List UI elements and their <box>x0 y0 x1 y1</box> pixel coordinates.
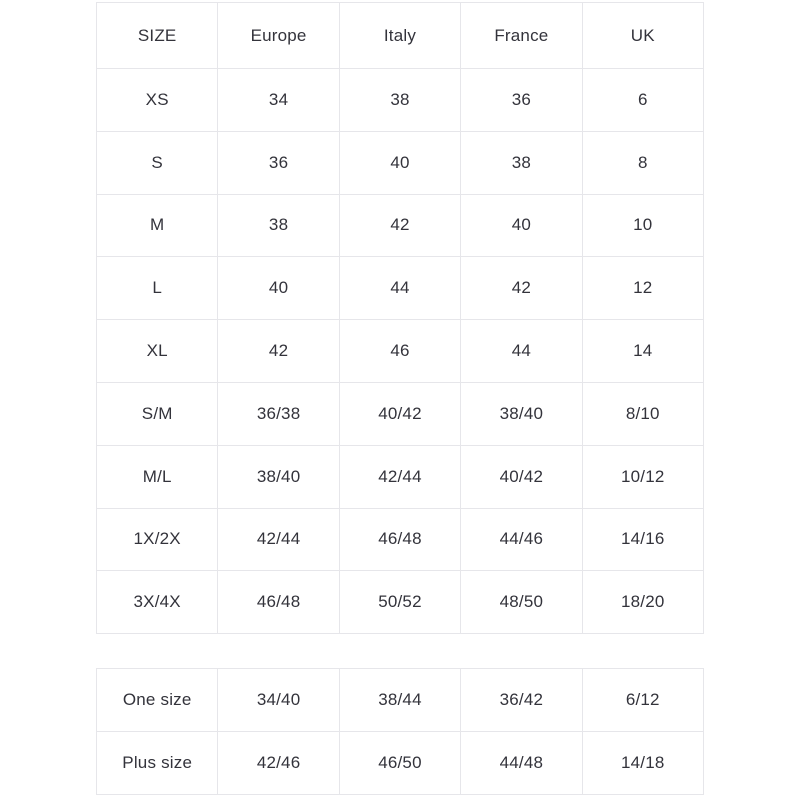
table-header <box>97 3 704 69</box>
table-row <box>97 320 704 383</box>
cell-france: 44 <box>461 320 582 383</box>
cell-italy: 46/48 <box>339 508 460 571</box>
cell-uk: 10 <box>582 194 703 257</box>
row-label: S <box>97 131 218 194</box>
cell-uk: 12 <box>582 257 703 320</box>
cell-europe: 34/40 <box>218 669 339 732</box>
column-header-uk: UK <box>582 3 703 69</box>
row-label-one-size: One size <box>97 669 218 732</box>
cell-uk: 8 <box>582 131 703 194</box>
cell-uk: 6/12 <box>582 669 703 732</box>
cell-europe: 38/40 <box>218 445 339 508</box>
cell-italy: 38 <box>339 69 460 132</box>
cell-italy: 42 <box>339 194 460 257</box>
cell-uk: 10/12 <box>582 445 703 508</box>
column-header-europe: Europe <box>218 3 339 69</box>
cell-uk: 14/16 <box>582 508 703 571</box>
cell-france: 48/50 <box>461 571 582 634</box>
table-row <box>97 445 704 508</box>
cell-europe: 42 <box>218 320 339 383</box>
cell-france: 44/48 <box>461 732 582 795</box>
main-size-table-container <box>96 2 704 634</box>
cell-europe: 42/44 <box>218 508 339 571</box>
table-header-row <box>97 3 704 69</box>
table-row <box>97 732 704 795</box>
row-label: M/L <box>97 445 218 508</box>
cell-italy: 46 <box>339 320 460 383</box>
table-row <box>97 194 704 257</box>
cell-europe: 36/38 <box>218 382 339 445</box>
cell-italy: 44 <box>339 257 460 320</box>
cell-italy: 46/50 <box>339 732 460 795</box>
cell-france: 40/42 <box>461 445 582 508</box>
secondary-table-body <box>97 669 704 795</box>
row-label: L <box>97 257 218 320</box>
table-row <box>97 257 704 320</box>
cell-france: 40 <box>461 194 582 257</box>
cell-uk: 18/20 <box>582 571 703 634</box>
cell-france: 36 <box>461 69 582 132</box>
cell-france: 38/40 <box>461 382 582 445</box>
cell-europe: 46/48 <box>218 571 339 634</box>
row-label: 1X/2X <box>97 508 218 571</box>
cell-france: 42 <box>461 257 582 320</box>
main-table-body <box>97 69 704 634</box>
cell-italy: 40 <box>339 131 460 194</box>
cell-france: 38 <box>461 131 582 194</box>
row-label: XL <box>97 320 218 383</box>
secondary-size-table <box>96 668 704 795</box>
row-label: XS <box>97 69 218 132</box>
row-label: S/M <box>97 382 218 445</box>
cell-uk: 8/10 <box>582 382 703 445</box>
cell-france: 36/42 <box>461 669 582 732</box>
column-header-italy: Italy <box>339 3 460 69</box>
table-row <box>97 508 704 571</box>
cell-italy: 40/42 <box>339 382 460 445</box>
row-label: 3X/4X <box>97 571 218 634</box>
table-row <box>97 131 704 194</box>
cell-italy: 50/52 <box>339 571 460 634</box>
main-size-table <box>96 2 704 634</box>
cell-europe: 38 <box>218 194 339 257</box>
cell-europe: 36 <box>218 131 339 194</box>
cell-italy: 42/44 <box>339 445 460 508</box>
cell-uk: 14 <box>582 320 703 383</box>
table-row <box>97 571 704 634</box>
cell-uk: 6 <box>582 69 703 132</box>
row-label-plus-size: Plus size <box>97 732 218 795</box>
row-label: M <box>97 194 218 257</box>
cell-europe: 34 <box>218 69 339 132</box>
cell-uk: 14/18 <box>582 732 703 795</box>
cell-europe: 42/46 <box>218 732 339 795</box>
column-header-size: SIZE <box>97 3 218 69</box>
table-row <box>97 669 704 732</box>
cell-italy: 38/44 <box>339 669 460 732</box>
cell-europe: 40 <box>218 257 339 320</box>
table-row <box>97 69 704 132</box>
column-header-france: France <box>461 3 582 69</box>
cell-france: 44/46 <box>461 508 582 571</box>
secondary-size-table-container <box>96 668 704 795</box>
table-row <box>97 382 704 445</box>
